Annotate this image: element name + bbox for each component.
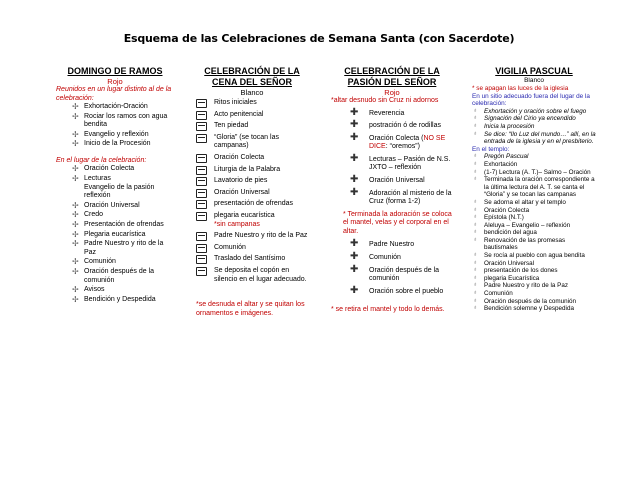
note-lugar-distinto: Reunidos en un lugar distinto al de la celebración: [56,86,172,102]
book-bullet-icon [196,232,207,241]
list-item: ✢ Oración Universal [72,200,140,210]
list-item: ✢ Comunión [72,257,116,267]
cross-bullet-icon: ✚ [350,186,359,198]
list-item: plegaria eucarística *sin campanas [196,212,308,229]
candle-bullet-icon: ♁ [473,122,478,129]
candle-bullet-icon: ♁ [473,282,478,289]
list-item: ✚ Oración después de la comunión [350,263,440,283]
sin-campanas-note: *sin campanas [214,220,260,228]
candle-bullet-icon: ♁ [473,153,478,160]
list-item: “Gloria” (se tocan las campanas) [196,134,308,151]
list-item: ♁ bendición del agua [473,229,537,237]
column-cena-del-senor [196,66,308,318]
list-item: ✚ Padre Nuestro [350,238,415,250]
list-item: ♁ Exhortación y oración sobre el fuego [473,107,587,115]
list-item: ✚ Reverencia [350,106,405,118]
list-item: presentación de ofrendas [196,200,308,209]
list-item: ♁ plegaria Eucarística [473,274,540,282]
cross-bullet-icon: ✚ [350,284,359,296]
candle-bullet-icon: ♁ [473,297,478,304]
list-before [56,103,174,149]
list-item: ♁ Se rocía al pueblo con agua bendita [473,252,585,260]
list-item: Acto penitencial [196,111,308,120]
list-item: ♁ Se dice: “Ilo Luz del mundo…” allí, en la entrada de la iglesia y en el presbiterio. [473,130,596,146]
book-bullet-icon [196,189,207,198]
list-item: Ritos iniciales [196,99,308,108]
list-item: Padre Nuestro y rito de la Paz [196,232,308,241]
note-desnuda-altar: *se desnuda el altar y se quitan los ornamentos e imágenes. [196,301,305,317]
list-item: ♁ Pregón Pascual [473,153,529,161]
list-item: ♁ Oración después de la comunión [473,297,577,305]
heading-cena-del-senor: CELEBRACIÓN DE LA CENA DEL SEÑOR [204,66,300,87]
cross-bullet-icon: ✚ [350,263,359,275]
list-item: ♁ Inicia la procesión [473,122,535,130]
cross-bullet-icon: ✢ [72,139,79,149]
book-bullet-icon [196,122,207,131]
list-item: Liturgia de la Palabra [196,166,308,175]
cross-bullet-icon: ✚ [350,119,359,131]
list-item: ♁ Oración Universal [473,259,535,267]
liturgical-color: Rojo [384,88,400,97]
liturgical-color: Blanco [524,77,544,84]
list-item: ✚ Adoración al misterio de la Cruz (forma 1-2) [350,186,452,206]
list-item: ✢ Oración después de la comunión [72,267,155,284]
book-bullet-icon [196,255,207,264]
cross-bullet-icon: ✢ [72,102,79,111]
candle-bullet-icon: ♁ [473,160,478,167]
book-bullet-icon [196,267,207,276]
list-item: ✚ Oración Colecta (NO SE DICE: “oremos”) [350,131,446,151]
list-item: ✢ Padre Nuestro y rito de la Paz [72,239,164,256]
note-retira-mantel: * se retira el mantel y todo lo demás. [331,306,445,314]
list-item: ✢ Evangelio y reflexión [72,129,149,139]
list-item: ✚ postración ó de rodillas [350,119,441,131]
book-bullet-icon [196,177,207,186]
list-item: ✢ Inicio de la Procesión [72,139,151,149]
no-se-dice: NO SE DICE [369,134,446,151]
candle-bullet-icon: ♁ [473,214,478,221]
book-bullet-icon [196,244,207,253]
cross-bullet-icon: ✚ [350,131,359,143]
note-lugar-celebracion: En el lugar de la celebración: [56,156,147,164]
candle-bullet-icon: ♁ [473,107,478,114]
list-item: ✢ Avisos [72,285,105,295]
list-item: ✢ Exhortación-Oración [72,102,148,111]
list-item: ♁ (1-7) Lectura (A. T.)– Salmo – Oración [473,168,591,176]
cross-bullet-icon: ✢ [72,129,79,139]
list-item: ✢ Credo [72,210,104,220]
candle-bullet-icon: ♁ [473,274,478,281]
list-item: Comunión [196,244,308,253]
candle-bullet-icon: ♁ [473,168,478,175]
cross-bullet-icon: ✢ [72,210,79,220]
list-item: ✚ Oración sobre el pueblo [350,284,444,296]
candle-bullet-icon: ♁ [473,229,478,236]
cross-bullet-icon: ✚ [350,238,359,250]
note-apagan-luces: * se apagan las luces de la iglesia [472,85,569,92]
note-altar-desnudo: *altar desnudo sin Cruz ni adornos [331,97,439,104]
list-item: ✚ Comunión [350,250,401,262]
list-item: ♁ Comunión [473,290,513,298]
candle-bullet-icon: ♁ [473,252,478,259]
book-bullet-icon [196,99,207,108]
list-pasion-1 [331,106,453,207]
candle-bullet-icon: ♁ [473,130,478,137]
list-item: Lavatorio de pies [196,177,308,186]
note-en-el-templo: En el templo: [472,145,510,153]
liturgical-color: Blanco [240,88,264,97]
candle-bullet-icon: ♁ [473,198,478,205]
list-item: ♁ Bendición solemne y Despedida [473,305,574,313]
cross-bullet-icon: ✢ [72,200,79,210]
list-item: ♁ Aleluya – Evangelio – reflexión [473,221,571,229]
list-vigilia-2 [472,153,596,312]
list-item: Oración Colecta [196,154,308,163]
list-item: ✚ Oración Universal [350,174,425,186]
book-bullet-icon [196,111,207,120]
cross-bullet-icon: ✢ [72,229,79,239]
list-pasion-2 [331,238,453,296]
page-title: Esquema de las Celebraciones de Semana Santa (con Sacerdote) [123,32,515,45]
list-item: ♁ Renovación de las promesas bautismales [473,236,566,252]
book-bullet-icon [196,166,207,175]
cross-bullet-icon: ✚ [350,152,359,164]
heading-domingo-de-ramos: DOMINGO DE RAMOS [67,66,163,76]
list-item: ♁ Epístola (N.T.) [473,214,524,222]
cross-bullet-icon: ✚ [350,250,359,262]
cross-bullet-icon: ✢ [72,164,79,174]
candle-bullet-icon: ♁ [473,236,478,243]
liturgical-color: Rojo [107,77,123,86]
list-item: ✢ Presentación de ofrendas [72,220,164,230]
cross-bullet-icon: ✢ [72,239,79,249]
candle-bullet-icon: ♁ [473,305,478,312]
list-item: ♁ presentación de los dones [473,267,558,275]
list-celebration [56,165,174,304]
list-item: Traslado del Santísimo [196,255,308,264]
heading-pasion-del-senor: CELEBRACIÓN DE LA PASIÓN DEL SEÑOR [344,66,440,87]
cross-bullet-icon: ✢ [72,220,79,230]
list-item: ✚ Lecturas – Pasión de N.S. JXTO – reflexión [350,152,451,172]
list-item: Oración Universal [196,189,308,198]
cross-bullet-icon: ✢ [72,257,79,267]
list-item: ♁ Oración Colecta [473,206,530,214]
cross-bullet-icon: ✢ [72,111,79,121]
cross-bullet-icon: ✚ [350,174,359,186]
note-sitio-adecuado: En un sitio adecuado fuera del lugar de la celebración: [472,92,590,108]
list-item: ♁ Padre Nuestro y rito de la Paz [473,282,568,290]
list-cena [196,99,308,284]
list-item: ✢ Rociar los ramos con agua bendita [72,111,168,129]
list-item: ♁ Terminada la oración correspondiente a la última lectura del A. T. se canta el “Gloria” y se tocan las campanas [473,176,595,199]
cross-bullet-icon: ✢ [72,285,79,295]
list-item: ✢ Oración Colecta [72,164,135,174]
list-item: ♁ Se adorna el altar y el templo [473,198,566,206]
list-item: ✢ Plegaria eucarística [72,229,146,239]
book-bullet-icon [196,200,207,209]
column-domingo-de-ramos [56,66,174,305]
list-item: ✢ Lecturas Evangelio de la pasión reflexión [72,174,155,200]
candle-bullet-icon: ♁ [473,206,478,213]
book-bullet-icon [196,154,207,163]
list-item: Se deposita el copón en silencio en el lugar adecuado. [196,267,308,284]
candle-bullet-icon: ♁ [473,115,478,122]
candle-bullet-icon: ♁ [473,267,478,274]
list-item: Ten piedad [196,122,308,131]
candle-bullet-icon: ♁ [473,259,478,266]
book-bullet-icon [196,212,207,221]
note-terminada-adoracion: * Terminada la adoración se coloca el mantel, velas y el corporal en el altar. [343,210,452,235]
column-vigilia-pascual [472,66,596,313]
cross-bullet-icon: ✢ [72,174,79,184]
cross-bullet-icon: ✢ [72,294,79,304]
list-item: ♁ Signación del Cirio ya encendido [473,115,576,123]
book-bullet-icon [196,134,207,143]
cross-bullet-icon: ✚ [350,106,359,118]
cross-bullet-icon: ✢ [72,267,79,276]
candle-bullet-icon: ♁ [473,221,478,228]
candle-bullet-icon: ♁ [473,290,478,297]
list-item: ♁ Exhortación [473,160,518,168]
heading-vigilia-pascual: VIGILIA PASCUAL [495,66,573,76]
candle-bullet-icon: ♁ [473,176,478,183]
list-vigilia-1 [472,108,596,146]
column-pasion-del-senor [331,66,453,315]
list-item: ✢ Bendición y Despedida [72,294,156,304]
